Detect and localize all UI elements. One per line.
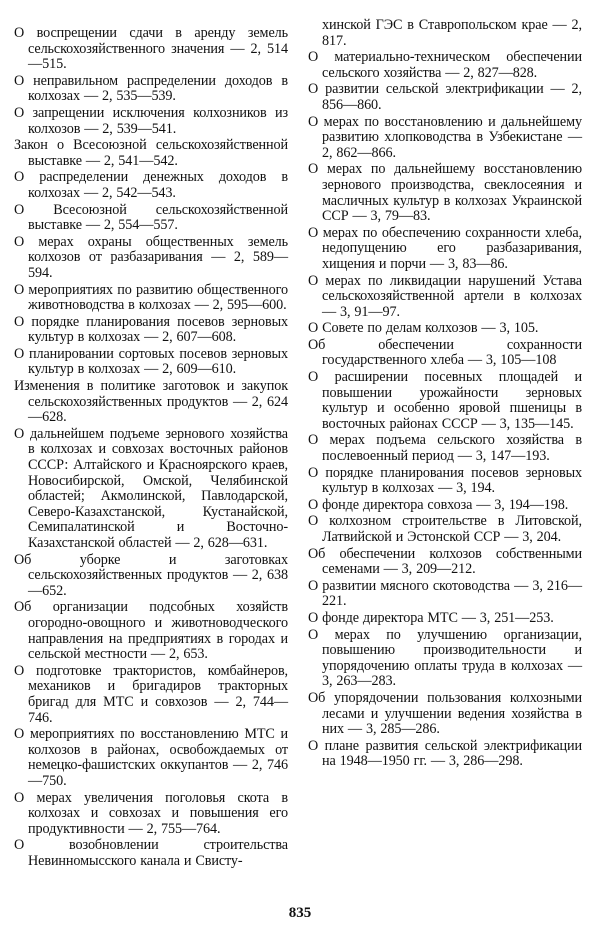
page-number: 835 <box>288 905 312 921</box>
index-entry: О порядке планирования посевов зерновых культур в колхозах — 3, 194. <box>308 464 582 497</box>
index-entry: О возобновлении строительства Невинномысского канала и Свисту- <box>14 837 288 869</box>
index-entry: О мерах по восстановлению и дальнейшему развитию хлопководства в Узбекистане — 2, 862—866. <box>308 113 582 161</box>
index-entry: О плане развития сельской электрификации на 1948—1950 гг. — 3, 286—298. <box>308 737 582 770</box>
index-entry: О мерах охраны общественных земель колхозов от разбазаривания — 2, 589—594. <box>14 233 288 281</box>
index-entry: О фонде директора МТС — 3, 251—253. <box>308 609 554 626</box>
index-entry: О Совете по делам колхозов — 3, 105. <box>308 320 539 337</box>
index-entry: О фонде директора совхоза — 3, 194—198. <box>308 496 569 513</box>
index-entry: О Всесоюзной сельскохозяйственной выставке — 2, 554—557. <box>14 201 288 234</box>
index-entry: О планировании сортовых посевов зерновых культур в колхозах — 2, 609—610. <box>14 345 288 378</box>
index-entry: Закон о Всесоюзной сельскохозяйственной выставке — 2, 541—542. <box>14 137 288 169</box>
index-entry: Об обеспечении колхозов собственными семенами — 3, 209—212. <box>308 545 582 578</box>
index-entry: О мерах по обеспечению сохранности хлеба, недопущению его разбазаривания, хищения и порчи — 3, 83—86. <box>308 224 582 272</box>
index-entry: О дальнейшем подъеме зернового хозяйства в колхозах и совхозах восточных районов СССР: Алтайского и Красноярского краев, Новосибирской, Омской, Челябинской областей; Акмолинской, Павлодарской, Северо-Казахстанской, Кустанайской, Семипалатинской и Восточно-Казахстанской областей — 2, 628—631. <box>14 425 288 551</box>
right-column <box>308 18 582 771</box>
index-entry: О мероприятиях по восстановлению МТС и колхозов в районах, освобождаемых от немецко-фашистских оккупантов — 2, 746—750. <box>14 726 288 789</box>
index-entry: О развитии мясного скотоводства — 3, 216—221. <box>308 577 582 610</box>
index-entry: О мерах по ликвидации нарушений Устава сельскохозяйственной артели в колхозах — 3, 91—97. <box>308 272 582 320</box>
index-entry: Изменения в политике заготовок и закупок сельскохозяйственных продуктов — 2, 624—628. <box>14 378 288 426</box>
index-entry: О колхозном строительстве в Литовской, Латвийской и Эстонской ССР — 3, 204. <box>308 513 582 545</box>
index-entry: О мерах подъема сельского хозяйства в послевоенный период — 3, 147—193. <box>308 432 582 465</box>
index-entry: О мероприятиях по развитию общественного животноводства в колхозах — 2, 595—600. <box>14 281 288 314</box>
index-entry: О материально-техническом обеспечении сельского хозяйства — 2, 827—828. <box>308 49 582 81</box>
index-entry: Об обеспечении сохранности государственного хлеба — 3, 105—108 <box>308 336 582 369</box>
index-entry: О подготовке трактористов, комбайнеров, механиков и бригадиров тракторных бригад для МТС и совхозов — 2, 744—746. <box>14 662 288 726</box>
index-entry: О порядке планирования посевов зерновых культур в колхозах — 2, 607—608. <box>14 313 288 346</box>
index-entry: О мерах по улучшению организации, повышению производительности и упорядочению оплаты труда в колхозах — 3, 263—283. <box>308 626 582 690</box>
index-entry: Об упорядочении пользования колхозными лесами и улучшении ведения хозяйства в них — 3, 285—286. <box>308 689 582 738</box>
index-entry: О воспрещении сдачи в аренду земель сельскохозяйственного значения — 2, 514—515. <box>14 25 288 73</box>
index-entry: О запрещении исключения колхозников из колхозов — 2, 539—541. <box>14 104 288 137</box>
index-entry: Об уборке и заготовках сельскохозяйственных продуктов — 2, 638—652. <box>14 551 288 599</box>
index-entry: хинской ГЭС в Ставропольском крае — 2, 817. <box>322 17 582 49</box>
index-entry: О расширении посевных площадей и повышении урожайности зерновых культур и особенно яровой пшеницы в восточных районах СССР — 3, 135—145. <box>308 369 582 432</box>
index-entry: О мерах увеличения поголовья скота в колхозах и совхозах и повышения его продуктивности — 2, 755—764. <box>14 789 288 837</box>
index-entry: О мерах по дальнейшему восстановлению зернового производства, свеклосеяния и масличных культур в колхозах Украинской ССР — 3, 79—83. <box>308 161 582 225</box>
index-entry: О распределении денежных доходов в колхозах — 2, 542—543. <box>14 169 288 201</box>
left-column <box>14 26 288 870</box>
index-entry: О развитии сельской электрификации — 2, 856—860. <box>308 81 582 113</box>
index-entry: Об организации подсобных хозяйств огородно-овощного и животноводческого направления на предприятиях в городах и сельской местности — 2, 653. <box>14 599 288 663</box>
index-entry: О неправильном распределении доходов в колхозах — 2, 535—539. <box>14 72 288 105</box>
